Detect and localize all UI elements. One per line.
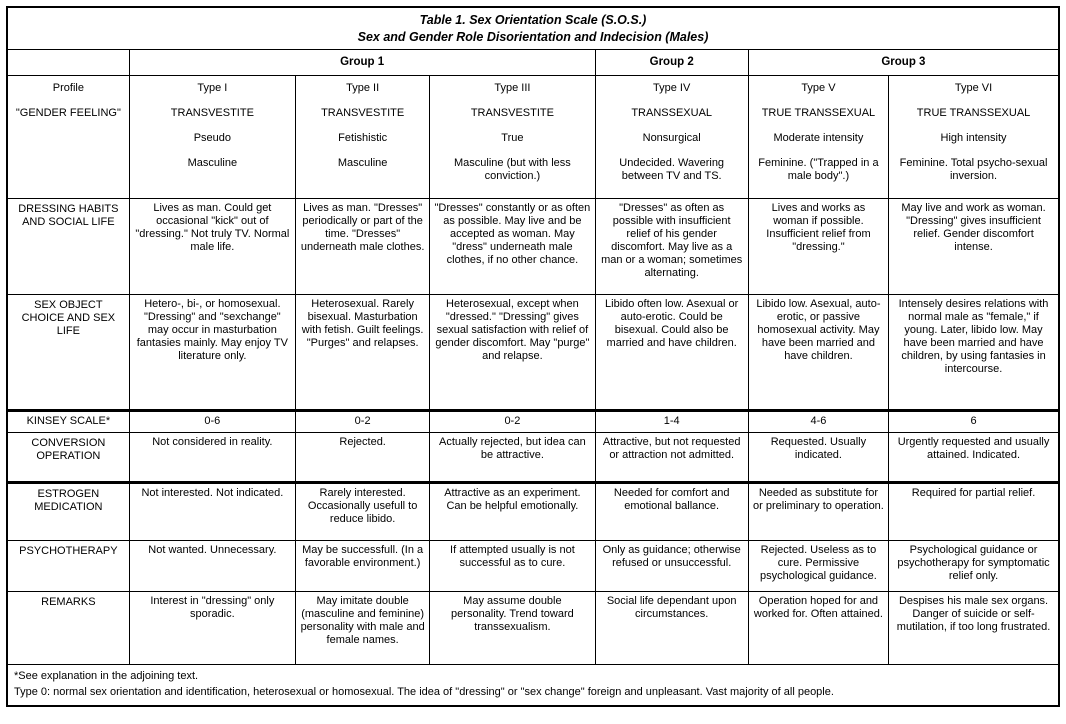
profile-subtype: Pseudo xyxy=(193,131,232,144)
table-cell: Heterosexual, except when "dressed." "Dressing" gives sexual satisfaction with relief of gender discomfort. May "purge" and relapse. xyxy=(430,294,595,410)
table-cell: 0-2 xyxy=(430,410,595,432)
row-label: KINSEY SCALE* xyxy=(7,410,129,432)
profile-category: TRUE TRANSSEXUAL xyxy=(761,106,876,119)
profile-cell-type-6 xyxy=(889,75,1059,198)
table-cell: May assume double personality. Trend toward transsexualism. xyxy=(430,591,595,664)
table-cell: Libido often low. Asexual or auto-erotic. Could be bisexual. Could also be married and have children. xyxy=(595,294,748,410)
row-label: CONVERSION OPERATION xyxy=(7,432,129,482)
table-cell: Lives and works as woman if possible. Insufficient relief from "dressing." xyxy=(748,198,888,294)
sos-table xyxy=(6,6,1060,707)
table-cell: Not wanted. Unnecessary. xyxy=(129,540,295,591)
type-header: Type VI xyxy=(954,81,993,94)
table-cell: "Dresses" constantly or as often as possible. May live and be accepted as woman. May "dress" underneath male clothes, if no other chance. xyxy=(430,198,595,294)
profile-cell-type-1 xyxy=(129,75,295,198)
title-row xyxy=(7,7,1059,49)
profile-feeling: Masculine xyxy=(337,156,388,169)
profile-subtype: True xyxy=(501,131,524,144)
type-header: Type V xyxy=(801,81,836,94)
table-cell: If attempted usually is not successful as to cure. xyxy=(430,540,595,591)
table-cell: Psychological guidance or psychotherapy for symptomatic relief only. xyxy=(889,540,1059,591)
table-cell: Lives as man. Could get occasional "kick" out of "dressing." Not truly TV. Normal male life. xyxy=(129,198,295,294)
table-cell: Libido low. Asexual, auto-erotic, or passive homosexual activity. May have been married and have children. xyxy=(748,294,888,410)
profile-row xyxy=(7,75,1059,198)
type-header: Type IV xyxy=(653,81,691,94)
group-3-header: Group 3 xyxy=(748,49,1059,75)
table-title: Table 1. Sex Orientation Scale (S.O.S.) xyxy=(419,13,647,28)
row-label: SEX OBJECT CHOICE AND SEX LIFE xyxy=(7,294,129,410)
table-cell: 6 xyxy=(889,410,1059,432)
table-row-estrogen-medication xyxy=(7,482,1059,540)
table-cell: Actually rejected, but idea can be attractive. xyxy=(430,432,595,482)
table-row-conversion-operation xyxy=(7,432,1059,482)
row-label: DRESSING HABITS AND SOCIAL LIFE xyxy=(7,198,129,294)
table-cell: Intensely desires relations with normal male as "female," if young. Later, libido low. May have been married and have children, by using fantasies in intercourse. xyxy=(889,294,1059,410)
profile-row-label xyxy=(7,75,129,198)
table-row-kinsey-scale xyxy=(7,410,1059,432)
table-cell: "Dresses" as often as possible with insufficient relief of his gender discomfort. May live as a man or a woman; sometimes alternating. xyxy=(595,198,748,294)
profile-cell-type-4 xyxy=(595,75,748,198)
type-header: Type II xyxy=(346,81,380,94)
group-header-spacer xyxy=(7,49,129,75)
group-1-header: Group 1 xyxy=(129,49,595,75)
profile-cell-type-3 xyxy=(430,75,595,198)
profile-feeling: Feminine. ("Trapped in a male body".) xyxy=(758,156,879,182)
table-row-remarks xyxy=(7,591,1059,664)
profile-label-line2: "GENDER FEELING" xyxy=(15,106,121,119)
profile-category: TRANSSEXUAL xyxy=(631,106,713,119)
table-cell: Heterosexual. Rarely bisexual. Masturbation with fetish. Guilt feelings. "Purges" and relapses. xyxy=(296,294,430,410)
table-cell: 0-6 xyxy=(129,410,295,432)
profile-category: TRANSVESTITE xyxy=(470,106,554,119)
table-cell: Requested. Usually indicated. xyxy=(748,432,888,482)
profile-subtype: Moderate intensity xyxy=(773,131,864,144)
table-cell: 4-6 xyxy=(748,410,888,432)
table-cell: Attractive, but not requested or attraction not admitted. xyxy=(595,432,748,482)
profile-category: TRANSVESTITE xyxy=(321,106,405,119)
table-cell: Rejected. Useless as to cure. Permissive psychological guidance. xyxy=(748,540,888,591)
type-header: Type I xyxy=(197,81,228,94)
row-label: PSYCHOTHERAPY xyxy=(7,540,129,591)
table-cell: Rarely interested. Occasionally usefull to reduce libido. xyxy=(296,482,430,540)
profile-feeling: Masculine (but with less conviction.) xyxy=(454,156,571,182)
table-cell: Not considered in reality. xyxy=(129,432,295,482)
table-cell: Interest in "dressing" only sporadic. xyxy=(129,591,295,664)
table-cell: 1-4 xyxy=(595,410,748,432)
profile-feeling: Masculine xyxy=(187,156,238,169)
table-cell: Operation hoped for and worked for. Often attained. xyxy=(748,591,888,664)
profile-subtype: Fetishistic xyxy=(338,131,388,144)
table-cell: Needed as substitute for or preliminary to operation. xyxy=(748,482,888,540)
footnote-1: *See explanation in the adjoining text. xyxy=(14,669,199,682)
table-cell: 0-2 xyxy=(296,410,430,432)
table-cell: Urgently requested and usually attained. Indicated. xyxy=(889,432,1059,482)
table-cell: Hetero-, bi-, or homosexual. "Dressing" and "sexchange" may occur in masturbation fantasies mainly. May enjoy TV literature only. xyxy=(129,294,295,410)
profile-category: TRUE TRANSSEXUAL xyxy=(916,106,1031,119)
profile-subtype: High intensity xyxy=(940,131,1007,144)
table-cell: Social life dependant upon circumstances. xyxy=(595,591,748,664)
table-cell: May live and work as woman. "Dressing" gives insufficient relief. Gender discomfort intense. xyxy=(889,198,1059,294)
profile-subtype: Nonsurgical xyxy=(642,131,701,144)
table-row-dressing-habits xyxy=(7,198,1059,294)
document-page xyxy=(6,6,1060,707)
table-cell: Attractive as an experiment. Can be helpful emotionally. xyxy=(430,482,595,540)
footnote-cell xyxy=(7,664,1059,706)
profile-feeling: Feminine. Total psycho-sexual inversion. xyxy=(899,156,1048,182)
table-cell: Lives as man. "Dresses" periodically or part of the time. "Dresses" underneath male clothes. xyxy=(296,198,430,294)
table-subtitle: Sex and Gender Role Disorientation and Indecision (Males) xyxy=(357,30,709,45)
table-cell: May be successfull. (In a favorable environment.) xyxy=(296,540,430,591)
footnote-2: Type 0: normal sex orientation and identification, heterosexual or homosexual. The idea of "dressing" or "sex change" foreign and unpleasant. Vast majority of all people. xyxy=(14,685,834,698)
profile-label-line1: Profile xyxy=(52,81,84,94)
type-header: Type III xyxy=(494,81,531,94)
profile-feeling: Undecided. Wavering between TV and TS. xyxy=(619,156,725,182)
table-cell: Only as guidance; otherwise refused or unsuccessful. xyxy=(595,540,748,591)
profile-category: TRANSVESTITE xyxy=(170,106,254,119)
group-header-row xyxy=(7,49,1059,75)
table-cell: Rejected. xyxy=(296,432,430,482)
table-cell: Despises his male sex organs. Danger of suicide or self-mutilation, if too long frustrated. xyxy=(889,591,1059,664)
table-cell: Needed for comfort and emotional ballance. xyxy=(595,482,748,540)
footnote-row xyxy=(7,664,1059,706)
profile-cell-type-2 xyxy=(296,75,430,198)
title-cell xyxy=(7,7,1059,49)
row-label: ESTROGEN MEDICATION xyxy=(7,482,129,540)
group-2-header: Group 2 xyxy=(595,49,748,75)
row-label: REMARKS xyxy=(7,591,129,664)
table-cell: Required for partial relief. xyxy=(889,482,1059,540)
table-cell: Not interested. Not indicated. xyxy=(129,482,295,540)
table-row-psychotherapy xyxy=(7,540,1059,591)
table-row-sex-object-choice xyxy=(7,294,1059,410)
table-cell: May imitate double (masculine and feminine) personality with male and female names. xyxy=(296,591,430,664)
profile-cell-type-5 xyxy=(748,75,888,198)
